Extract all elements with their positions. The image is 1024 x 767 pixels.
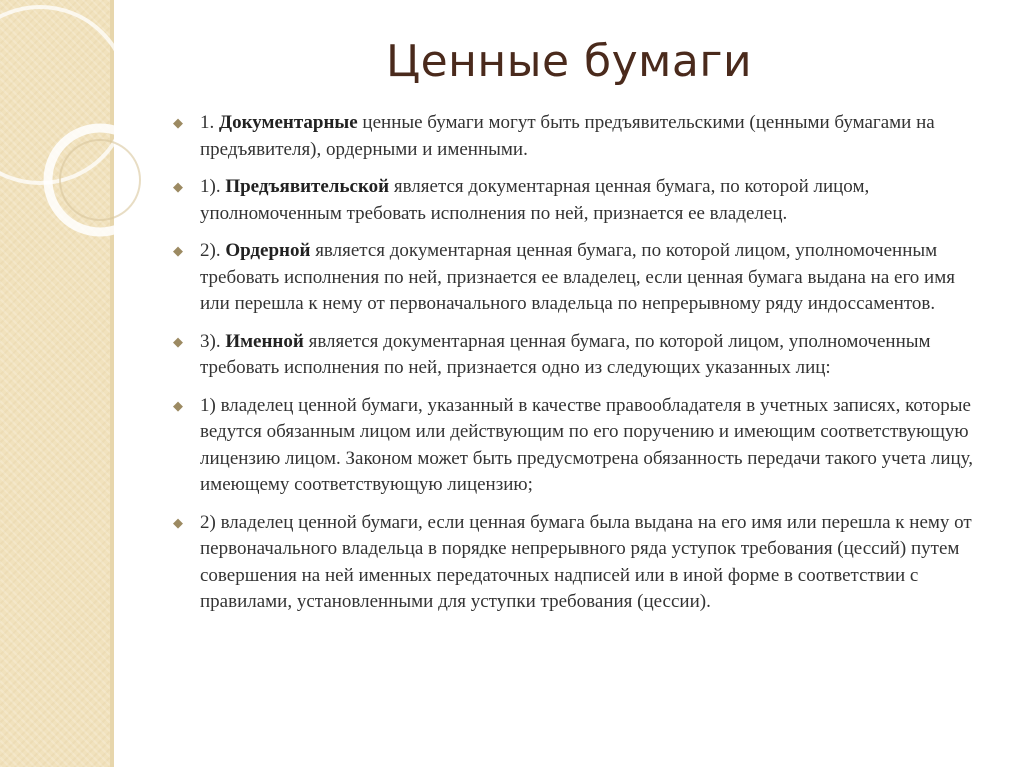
bullet-icon: ◆ <box>173 115 183 130</box>
list-item <box>170 238 980 318</box>
bullet-term: Именной <box>225 330 304 352</box>
bullet-icon: ◆ <box>173 397 183 413</box>
list-item <box>170 329 980 382</box>
bullet-text: 1) владелец ценной бумаги, указанный в качестве правообладателя в учетных записях, которые ведутся обязанным лицом или действующим по его поручению и имеющим соответствующую лицензию лицом. Законом может быть предусмотрена обязанность передачи такого учета лицу, имеющему соответствующую лицензию; <box>200 394 974 495</box>
bullet-icon: ◆ <box>173 179 183 194</box>
bullet-text: ценные бумаги могут быть предъявительскими (ценными бумагами на предъявителя), ордерными и именными. <box>200 112 935 160</box>
list-item <box>170 110 980 163</box>
list-item <box>170 510 980 616</box>
bullet-text: является документарная ценная бумага, по которой лицом, уполномоченным требовать исполнения по ней, признается ее владелец. <box>200 176 870 224</box>
bullet-prefix: 1. <box>200 112 219 133</box>
page-title: Ценные бумаги <box>385 36 753 87</box>
bullet-term: Ордерной <box>225 240 311 261</box>
bullet-list <box>170 110 980 627</box>
bullet-term: Предъявительской <box>225 176 390 197</box>
bullet-text: 2) владелец ценной бумаги, если ценная бумага была выдана на его имя или перешла к нему от первоначального владельца в порядке непрерывного ряда уступок требования (цессий) путем совершения на ней именных передаточных надписей или в иной форме в соответствии с правилами, установленными для уступки требования (цессии). <box>200 511 972 612</box>
side-band-edge <box>110 0 114 767</box>
list-item <box>170 174 980 227</box>
decorative-side-band <box>0 0 110 767</box>
bullet-text: является документарная ценная бумага, по которой лицом, уполномоченным требовать исполнения по ней, признается одно из следующих указанных лиц: <box>200 330 931 378</box>
bullet-icon: ◆ <box>173 514 183 530</box>
bullet-text: является документарная ценная бумага, по которой лицом, уполномоченным требовать исполнения по ней, признается ее владелец, если ценная бумага выдана на его имя или перешла к нему от первоначального владельца по непрерывному ряду индоссаментов. <box>200 240 955 314</box>
bullet-term: Документарные <box>219 112 358 133</box>
bullet-icon: ◆ <box>173 333 183 349</box>
list-item <box>170 393 980 499</box>
bullet-icon: ◆ <box>173 243 183 258</box>
bullet-prefix: 3). <box>200 330 226 352</box>
bullet-prefix: 1). <box>200 176 226 197</box>
bullet-prefix: 2). <box>200 240 226 261</box>
